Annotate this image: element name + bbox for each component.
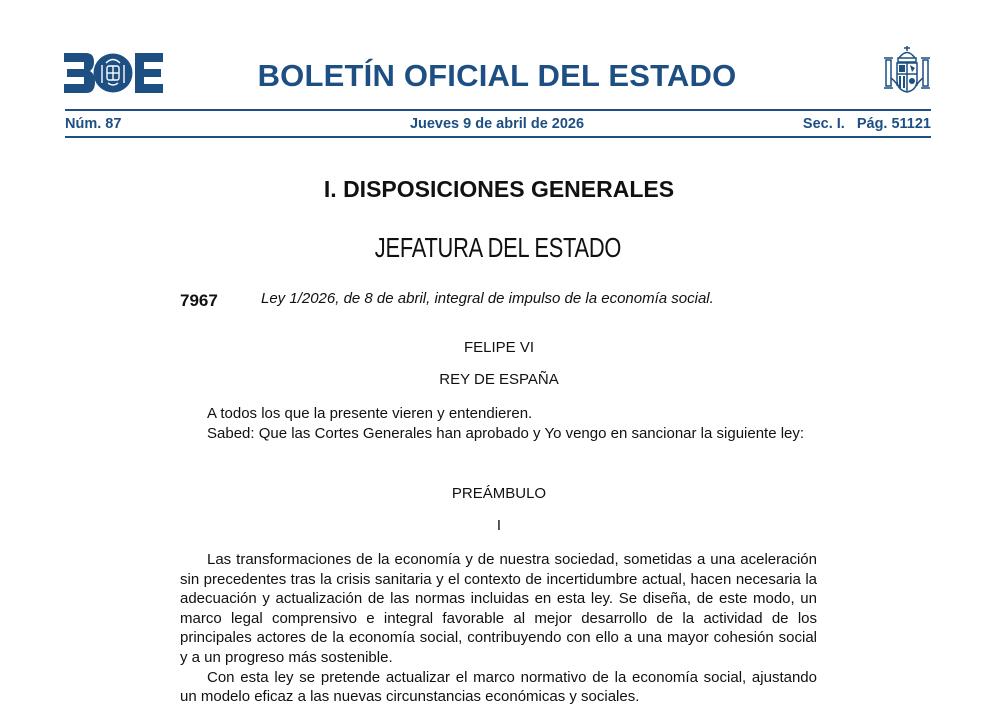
section-label: Sec. I. <box>802 116 845 132</box>
issue-date: Jueves 9 de abril de 2026 <box>409 116 585 132</box>
section-page-info <box>803 116 931 132</box>
coat-of-arms <box>882 44 932 98</box>
preamble-body <box>180 550 817 707</box>
disposition-number: 7967 <box>180 291 218 310</box>
issue-number: Núm. 87 <box>65 116 122 132</box>
promulgation-paragraph: A todos los que la presente vieren y entendieren. <box>207 405 533 422</box>
promulgation-paragraph: Sabed: Que las Cortes Generales han aprobado y Yo vengo en sancionar la siguiente ley: <box>207 424 805 442</box>
header-rule-top <box>65 109 931 111</box>
preamble-heading: PREÁMBULO <box>451 485 547 502</box>
preamble-paragraph: Con esta ley se pretende actualizar el marco normativo de la economía social, ajustando un modelo eficaz a las nuevas circunstancias económicas y sociales. <box>180 668 817 706</box>
masthead-title: BOLETÍN OFICIAL DEL ESTADO <box>257 58 737 93</box>
issuing-body: JEFATURA DEL ESTADO <box>374 232 622 263</box>
disposition-title: Ley 1/2026, de 8 de abril, integral de impulso de la economía social. <box>261 290 714 307</box>
preamble-part-number: I <box>496 517 502 534</box>
header-rule-bottom <box>65 136 931 138</box>
preamble-paragraph: Las transformaciones de la economía y de nuestra sociedad, sometidas a una aceleración sin precedentes tras la crisis sanitaria y el contexto de incertidumbre actual, hacen necesaria la adecuación y actualización de las normas incluidas en esta ley. Se diseña, de este modo, un marco legal comprensivo e integral favorable al mejor desarrollo de la actividad de los principales actores de la economía social, contribuyendo con ello a una mayor cohesión social y a un progreso más sostenible. <box>180 551 817 666</box>
coat-of-arms-icon <box>882 44 932 98</box>
king-name: FELIPE VI <box>463 339 535 356</box>
promulgation-text <box>180 404 817 443</box>
section-title: I. DISPOSICIONES GENERALES <box>323 176 675 202</box>
page-number: Pág. 51121 <box>856 116 931 132</box>
king-title: REY DE ESPAÑA <box>439 371 559 388</box>
